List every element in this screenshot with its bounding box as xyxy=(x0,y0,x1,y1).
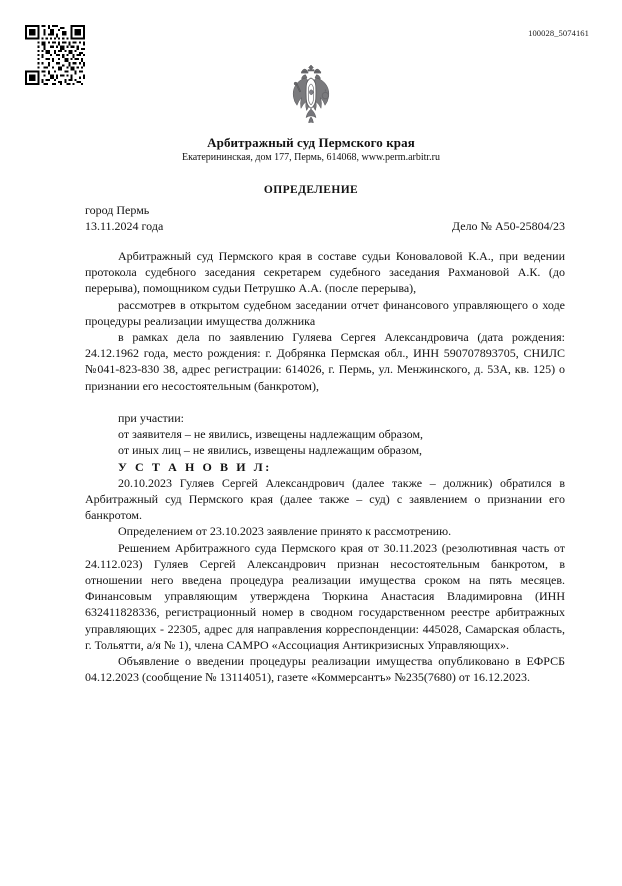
paragraph-hearing-subject: рассмотрев в открытом судебном заседании отчет финансового управляющего о ходе процедуры реализации имущества должника xyxy=(85,297,565,328)
finding-paragraph-publication: Объявление о введении процедуры реализации имущества опубликовано в ЕФРСБ 04.12.2023 (сообщение № 13114051), газете «Коммерсантъ» №235(7680) от 16.12.2023. xyxy=(85,654,565,685)
city-row xyxy=(85,203,565,218)
case-number: Дело № А50-25804/23 xyxy=(451,219,565,233)
document-body xyxy=(85,248,565,685)
city-label: город Пермь xyxy=(85,203,150,217)
court-name: Арбитражный суд Пермского края xyxy=(207,135,415,150)
attendance-line-applicant: от заявителя – не явились, извещены надлежащим образом, xyxy=(118,427,424,442)
finding-paragraph-acceptance: Определением от 23.10.2023 заявление принято к рассмотрению. xyxy=(118,524,452,539)
russian-coat-of-arms-icon xyxy=(0,60,622,134)
court-address: Екатерининская, дом 177, Пермь, 614068, www.perm.arbitr.ru xyxy=(181,152,440,163)
date-case-row xyxy=(85,219,565,234)
section-heading-ustanovil: У С Т А Н О В И Л: xyxy=(118,459,272,474)
document-identifier: 100028_5074161 xyxy=(528,28,589,38)
document-title: ОПРЕДЕЛЕНИЕ xyxy=(263,184,359,196)
attendance-line-other-persons: от иных лиц – не явились, извещены надлежащим образом, xyxy=(118,443,423,458)
attendance-heading: при участии: xyxy=(118,411,184,426)
document-date: 13.11.2024 года xyxy=(85,219,164,233)
finding-paragraph-filing: 20.10.2023 Гуляев Сергей Александрович (далее также – должник) обратился в Арбитражный суд Пермского края (далее также – суд) с заявлением о признании его банкротом. xyxy=(85,475,565,523)
finding-paragraph-bankruptcy-decision: Решением Арбитражного суда Пермского края от 30.11.2023 (резолютивная часть от 24.112.023) Гуляев Сергей Александрович признан несостоятельным банкротом, в отношении него введена процедура реализации имущества сроком на пять месяцев. Финансовым управляющим утверждена Тюркина Анастасия Владимировна (ИНН 632411828336, регистрационный номер в сводном государственном реестре арбитражных управляющих - 22305, адрес для направления корреспонденции: 445028, Самарская область, г. Тольятти, а/я № 1), члена САМРО «Ассоциация Антикризисных Управляющих». xyxy=(85,540,565,652)
paragraph-court-composition: Арбитражный суд Пермского края в составе судьи Коноваловой К.А., при ведении протокола судебного заседания секретарем судебного заседания Рахмановой А.К. (до перерыва), помощником судьи Петрушко А.А. (после перерыва), xyxy=(85,249,565,296)
paragraph-debtor-details: в рамках дела по заявлению Гуляева Сергея Александровича (дата рождения: 24.12.1962 года, место рождения: г. Добрянка Пермская обл., ИНН 590707893705, СНИЛС №041-823-830 38, адрес регистрации: 614026, г. Пермь, ул. Менжинского, д. 53А, кв. 125) о признании его несостоятельным (банкротом), xyxy=(85,330,565,393)
